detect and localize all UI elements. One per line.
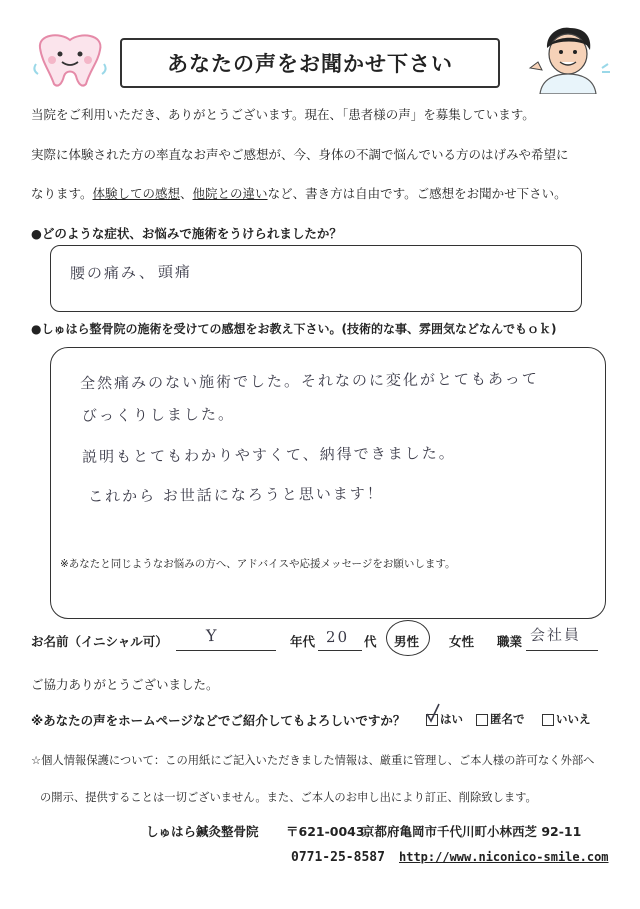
consent-no-checkbox (542, 714, 554, 726)
age-label: 年代 (290, 634, 316, 649)
page-title: あなたの声をお聞かせ下さい (120, 38, 500, 88)
intro-line-3-a: なります。 (31, 186, 93, 201)
job-label: 職業 (497, 634, 523, 649)
intro-line-2: 実際に体験された方の率直なお声やご感想が、今、身体の不調で悩んでいる方のはげみや希望に (31, 147, 569, 162)
answer-2-line-3: 説明もとてもわかりやすくて、納得できました。 (81, 444, 456, 466)
intro-emphasis-experience: 体験しての感想 (92, 186, 181, 201)
consent-no-label: いいえ (556, 712, 591, 726)
answer-2-line-1: 全然痛みのない施術でした。それなのに変化がとてもあって (79, 369, 539, 393)
gender-female: 女性 (449, 634, 475, 649)
clinic-url-link[interactable]: http://www.niconico-smile.com (399, 850, 609, 864)
tooth-mascot-icon (30, 30, 110, 92)
intro-line-3-e: など、書き方は自由です。ご感想をお聞かせ下さい。 (267, 186, 567, 201)
postal-code: 〒621-0043 (286, 824, 365, 839)
consent-anonymous-checkbox (476, 714, 488, 726)
intro-emphasis-difference: 他院との違い (192, 186, 268, 201)
clinic-name: しゅはら鍼灸整骨院 (146, 824, 259, 839)
consent-anonymous-label: 匿名で (490, 712, 525, 726)
clinic-phone: 0771-25-8587 (291, 850, 385, 865)
answer-2-line-4: これから お世話になろうと思います！ (87, 484, 384, 506)
age-suffix: 代 (364, 634, 377, 649)
privacy-line-1: ☆個人情報保護について：この用紙にご記入いただきました情報は、厳重に管理し、ご本人様の許可なく外部へ (31, 754, 595, 767)
consent-question: ※あなたの声をホームページなどでご紹介してもよろしいですか？ (31, 713, 406, 728)
question-1-label: ●どのような症状、お悩みで施術をうけられましたか？ (31, 226, 342, 241)
gender-male: 男性 (394, 634, 420, 649)
privacy-line-2: の開示、提供することは一切ございません。また、ご本人のお申し出により訂正、削除致します。 (40, 791, 537, 804)
clinic-address: 京都府亀岡市千代川町小林西芝 92-11 (362, 824, 582, 839)
intro-line-3-c: 、 (180, 186, 193, 201)
name-value: Y (205, 625, 219, 646)
answer-2-note: ※あなたと同じようなお悩みの方へ、アドバイスや応援メッセージをお願いします。 (60, 558, 456, 570)
question-2-label: ●しゅはら整骨院の施術を受けての感想をお教え下さい。(技術的な事、雰囲気などなんでもｏｋ) (31, 322, 557, 336)
name-label: お名前（イニシャル可） (31, 634, 168, 649)
consent-no-option (542, 711, 591, 727)
job-value: 会社員 (529, 625, 582, 645)
answer-1-symptom-a: 腰の痛み、 (69, 263, 157, 283)
answer-1-symptom-b: 頭痛 (157, 262, 193, 282)
intro-line-1: 当院をご利用いただき、ありがとうございます。現在、「患者様の声」を募集しています。 (31, 107, 535, 122)
consent-yes-label: はい (440, 712, 463, 726)
name-field (176, 630, 276, 651)
intro-line-3 (31, 184, 567, 202)
check-mark-icon (424, 702, 442, 724)
doctor-avatar-icon (522, 22, 612, 94)
answer-2-line-2: びっくりしました。 (81, 405, 236, 425)
thanks-text: ご協力ありがとうございました。 (31, 677, 219, 692)
consent-anonymous-option (476, 711, 525, 727)
age-value: 20 (325, 627, 350, 647)
